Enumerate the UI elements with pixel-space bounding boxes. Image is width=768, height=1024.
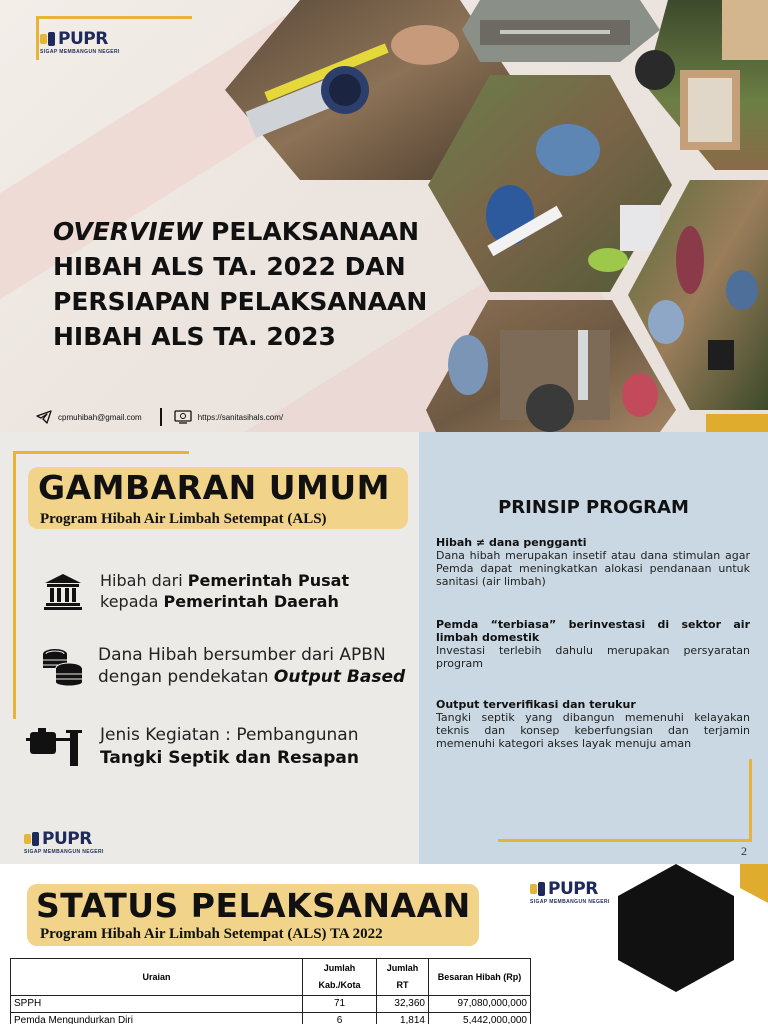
overview-subtitle: Program Hibah Air Limbah Setempat (ALS) (40, 511, 327, 527)
page-number: 2 (741, 844, 747, 858)
status-subtitle: Program Hibah Air Limbah Setempat (ALS) TA 2022 (40, 926, 383, 942)
contact-website[interactable] (174, 410, 283, 424)
gold-frame-line (13, 451, 189, 454)
principle-item: Output terverifikasi dan terukur Tangki septik yang dibangun memenuhi kelayakan teknis dan konsep keberfungsian dan terjamin memenuhi kategori akses layak menuju aman (436, 698, 750, 750)
website-text: https://sanitasihals.com/ (197, 412, 284, 422)
septic-tank-lid-photo (426, 300, 676, 432)
status-table (10, 958, 531, 1024)
table-cell: SPPH (11, 996, 303, 1013)
feature-activity (26, 724, 359, 770)
table-cell: 97,080,000,000 (429, 996, 531, 1013)
pupr-logo-mark-icon (530, 882, 546, 896)
coins-icon (40, 646, 86, 686)
monitor-icon (174, 410, 192, 424)
gold-frame-line (13, 451, 16, 719)
feature-grant-source (40, 570, 349, 612)
gold-frame-line (749, 759, 752, 841)
table-row (11, 1013, 531, 1024)
table-cell: 6 (303, 1013, 377, 1024)
contact-bar (36, 408, 283, 426)
decorative-hexagon (740, 864, 768, 924)
pupr-logo: PUPR SIGAP MEMBANGUN NEGERI (530, 879, 610, 905)
principle-item: Hibah ≠ dana pengganti Dana hibah merupakan insetif atau dana stimulan agar Pemda dapat meningkatkan alokasi pendanaan untuk sanitasi (air limbah) (436, 536, 750, 588)
column-header: Jumlah Kab./Kota (303, 959, 377, 996)
feature-text: Hibah dari Pemerintah Pusat kepada Pemerintah Daerah (100, 571, 350, 611)
septic-tank-icon (26, 728, 82, 766)
table-cell: Pemda Mengundurkan Diri (11, 1013, 303, 1024)
table-cell: 71 (303, 996, 377, 1013)
principle-item: Pemda “terbiasa” berinvestasi di sektor air limbah domestik Investasi terlebih dahulu merupakan persyaratan program (436, 618, 750, 670)
table-header-row (11, 959, 531, 996)
bank-icon (40, 572, 86, 610)
feature-text: Jenis Kegiatan : Pembangunan Tangki Septik dan Resapan (100, 725, 359, 768)
contact-email[interactable] (36, 410, 142, 424)
column-header: Uraian (11, 959, 303, 996)
contact-divider (160, 408, 162, 426)
column-header: Jumlah RT (377, 959, 429, 996)
status-slide (0, 864, 768, 1024)
pupr-logo: PUPR SIGAP MEMBANGUN NEGERI (40, 29, 120, 55)
feature-funding (40, 644, 405, 688)
principles-title: PRINSIP PROGRAM (498, 497, 689, 518)
table-cell: 5,442,000,000 (429, 1013, 531, 1024)
pupr-logo-mark-icon (24, 832, 40, 846)
column-header: Besaran Hibah (Rp) (429, 959, 531, 996)
feature-text: Dana Hibah bersumber dari APBN dengan pendekatan Output Based (98, 645, 406, 687)
pupr-logo: PUPR SIGAP MEMBANGUN NEGERI (24, 829, 104, 855)
email-text: cpmuhibah@gmail.com (58, 412, 142, 422)
gold-frame-line (498, 839, 752, 842)
status-title: STATUS PELAKSANAAN (36, 886, 471, 925)
overview-title: GAMBARAN UMUM (38, 468, 390, 507)
table-cell: 1,814 (377, 1013, 429, 1024)
table-row (11, 996, 531, 1013)
gold-accent-bar (706, 414, 768, 432)
cover-slide (0, 0, 768, 432)
overview-slide (0, 432, 768, 864)
cover-title: OVERVIEW PELAKSANAAN HIBAH ALS TA. 2022 DAN PERSIAPAN PELAKSANAAN HIBAH ALS TA. 2023 (53, 217, 428, 351)
decorative-hexagon (618, 864, 734, 992)
pipe-installation-photo (462, 0, 660, 62)
telegram-icon (36, 410, 52, 424)
table-cell: 32,360 (377, 996, 429, 1013)
